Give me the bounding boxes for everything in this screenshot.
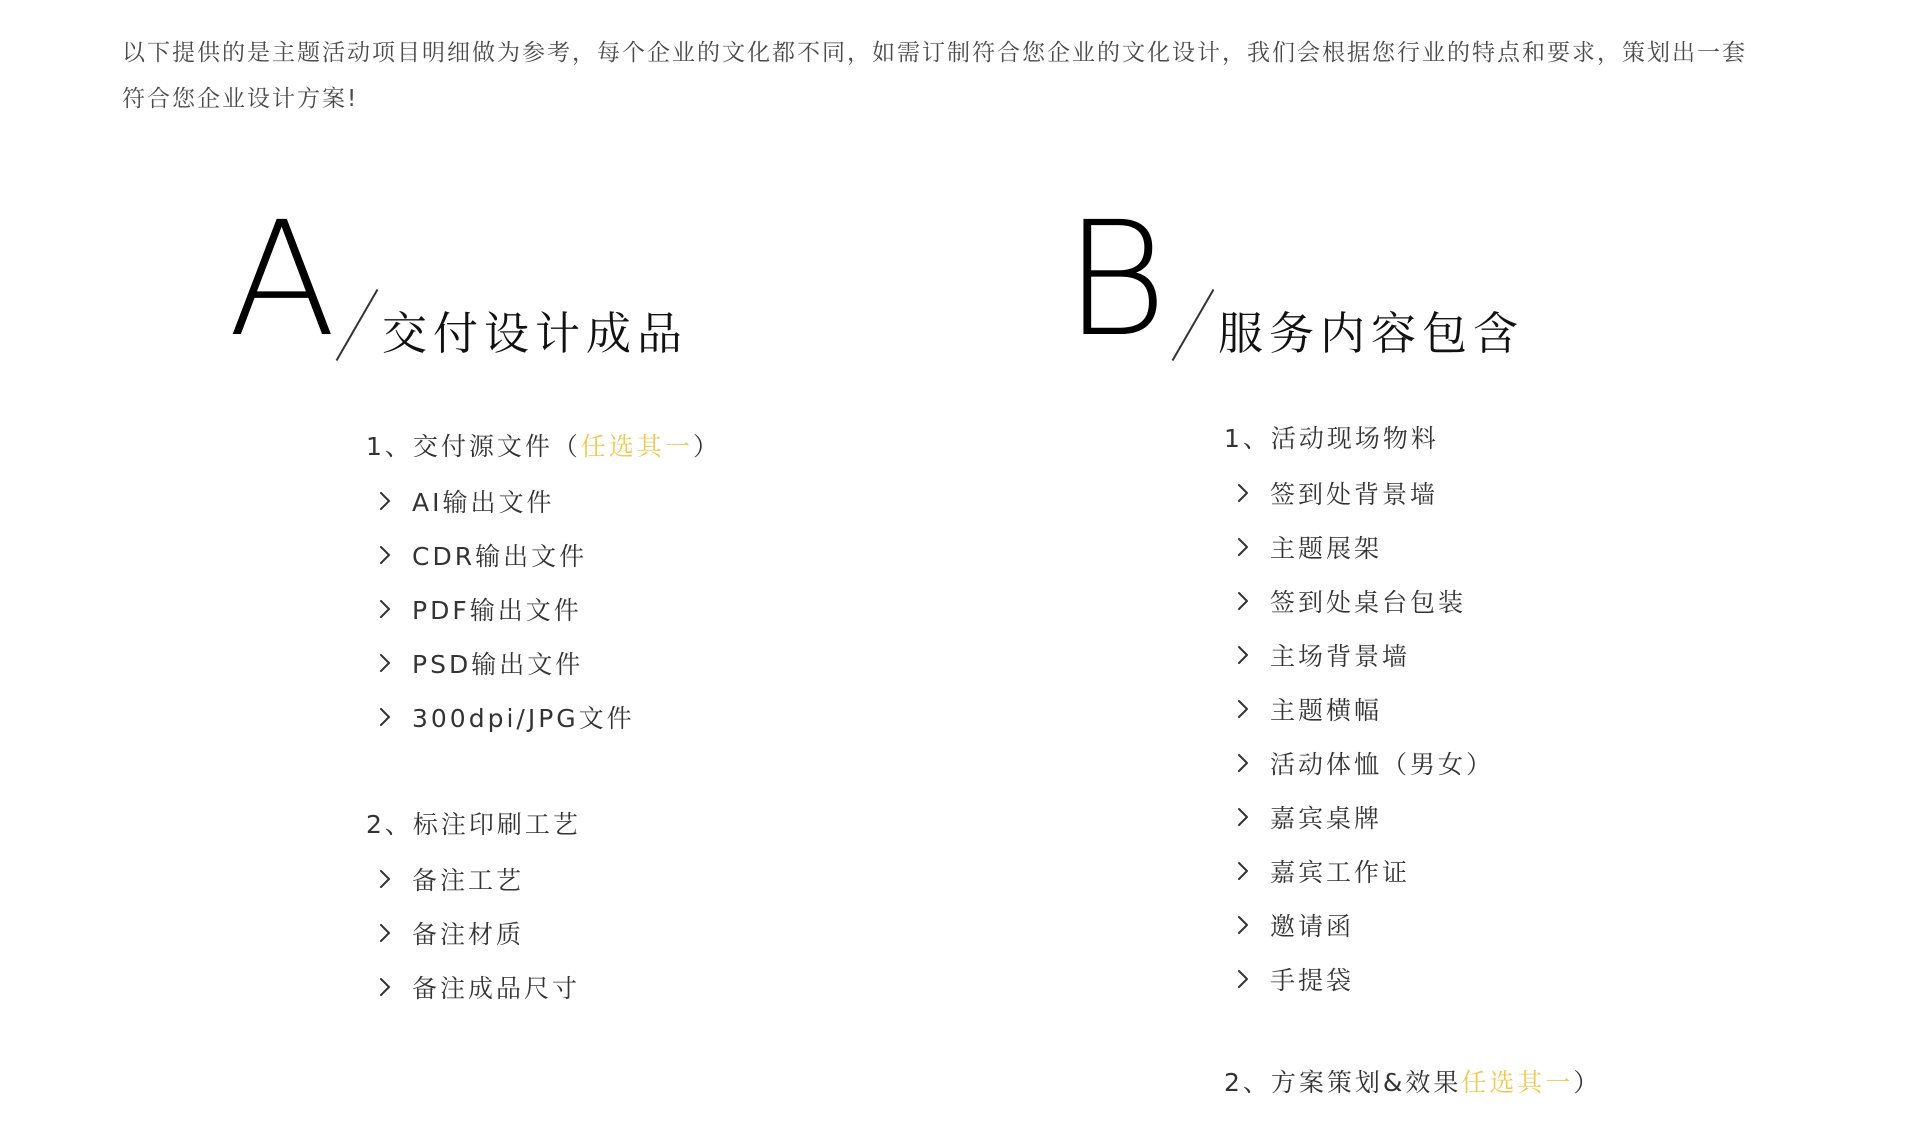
- section-a-letter: A: [228, 188, 337, 372]
- list-item: CDR输出文件: [366, 540, 721, 570]
- group-title: 1、交付源文件（任选其一）: [366, 432, 721, 461]
- list-item: 备注工艺: [366, 864, 581, 894]
- group-title: 2、标注印刷工艺: [366, 810, 581, 839]
- list-item: 主题展架: [1224, 532, 1494, 562]
- list-item: 300dpi/JPG文件: [366, 702, 721, 732]
- chevron-right-icon: [378, 922, 392, 944]
- chevron-right-icon: [1236, 806, 1250, 828]
- list-item: AI输出文件: [366, 486, 721, 516]
- chevron-right-icon: [1236, 968, 1250, 990]
- group-title: 1、活动现场物料: [1224, 424, 1439, 453]
- section-b-slash: [1172, 289, 1215, 361]
- chevron-right-icon: [378, 868, 392, 890]
- item-list: [366, 864, 581, 1002]
- chevron-right-icon: [378, 706, 392, 728]
- list-item: 主题横幅: [1224, 694, 1494, 724]
- chevron-right-icon: [378, 490, 392, 512]
- chevron-right-icon: [378, 652, 392, 674]
- chevron-right-icon: [1236, 752, 1250, 774]
- highlight-text: 任选其一: [1461, 1068, 1574, 1097]
- item-list: [1224, 478, 1494, 994]
- section-a-title: 交付设计成品: [382, 307, 689, 360]
- chevron-right-icon: [1236, 698, 1250, 720]
- section-a-group-2: [366, 810, 581, 1026]
- list-item: 签到处桌台包装: [1224, 586, 1494, 616]
- list-item: PDF输出文件: [366, 594, 721, 624]
- section-a-group-1: [366, 432, 721, 756]
- section-b-group-2: [1224, 1068, 1601, 1122]
- list-item: 邀请函: [1224, 910, 1494, 940]
- list-item: 活动体恤（男女）: [1224, 748, 1494, 778]
- chevron-right-icon: [378, 544, 392, 566]
- list-item: 签到处背景墙: [1224, 478, 1494, 508]
- list-item: 嘉宾桌牌: [1224, 802, 1494, 832]
- group-title: 2、方案策划&效果任选其一）: [1224, 1068, 1602, 1097]
- section-b-group-1: [1224, 424, 1494, 1018]
- list-item: 备注材质: [366, 918, 581, 948]
- chevron-right-icon: [1236, 536, 1250, 558]
- chevron-right-icon: [1236, 860, 1250, 882]
- list-item: 备注成品尺寸: [366, 972, 581, 1002]
- list-item: PSD输出文件: [366, 648, 721, 678]
- section-a-slash: [336, 289, 379, 361]
- list-item: 手提袋: [1224, 964, 1494, 994]
- list-item: 主场背景墙: [1224, 640, 1494, 670]
- chevron-right-icon: [378, 976, 392, 998]
- chevron-right-icon: [378, 598, 392, 620]
- chevron-right-icon: [1236, 482, 1250, 504]
- item-list: [366, 486, 721, 732]
- section-b-letter: B: [1064, 188, 1168, 372]
- chevron-right-icon: [1236, 644, 1250, 666]
- intro-paragraph: 以下提供的是主题活动项目明细做为参考，每个企业的文化都不同，如需订制符合您企业的文化设计，我们会根据您行业的特点和要求，策划出一套符合您企业设计方案!: [122, 40, 1747, 112]
- highlight-text: 任选其一: [580, 432, 693, 461]
- chevron-right-icon: [1236, 590, 1250, 612]
- list-item: 嘉宾工作证: [1224, 856, 1494, 886]
- section-b-title: 服务内容包含: [1218, 307, 1525, 360]
- chevron-right-icon: [1236, 914, 1250, 936]
